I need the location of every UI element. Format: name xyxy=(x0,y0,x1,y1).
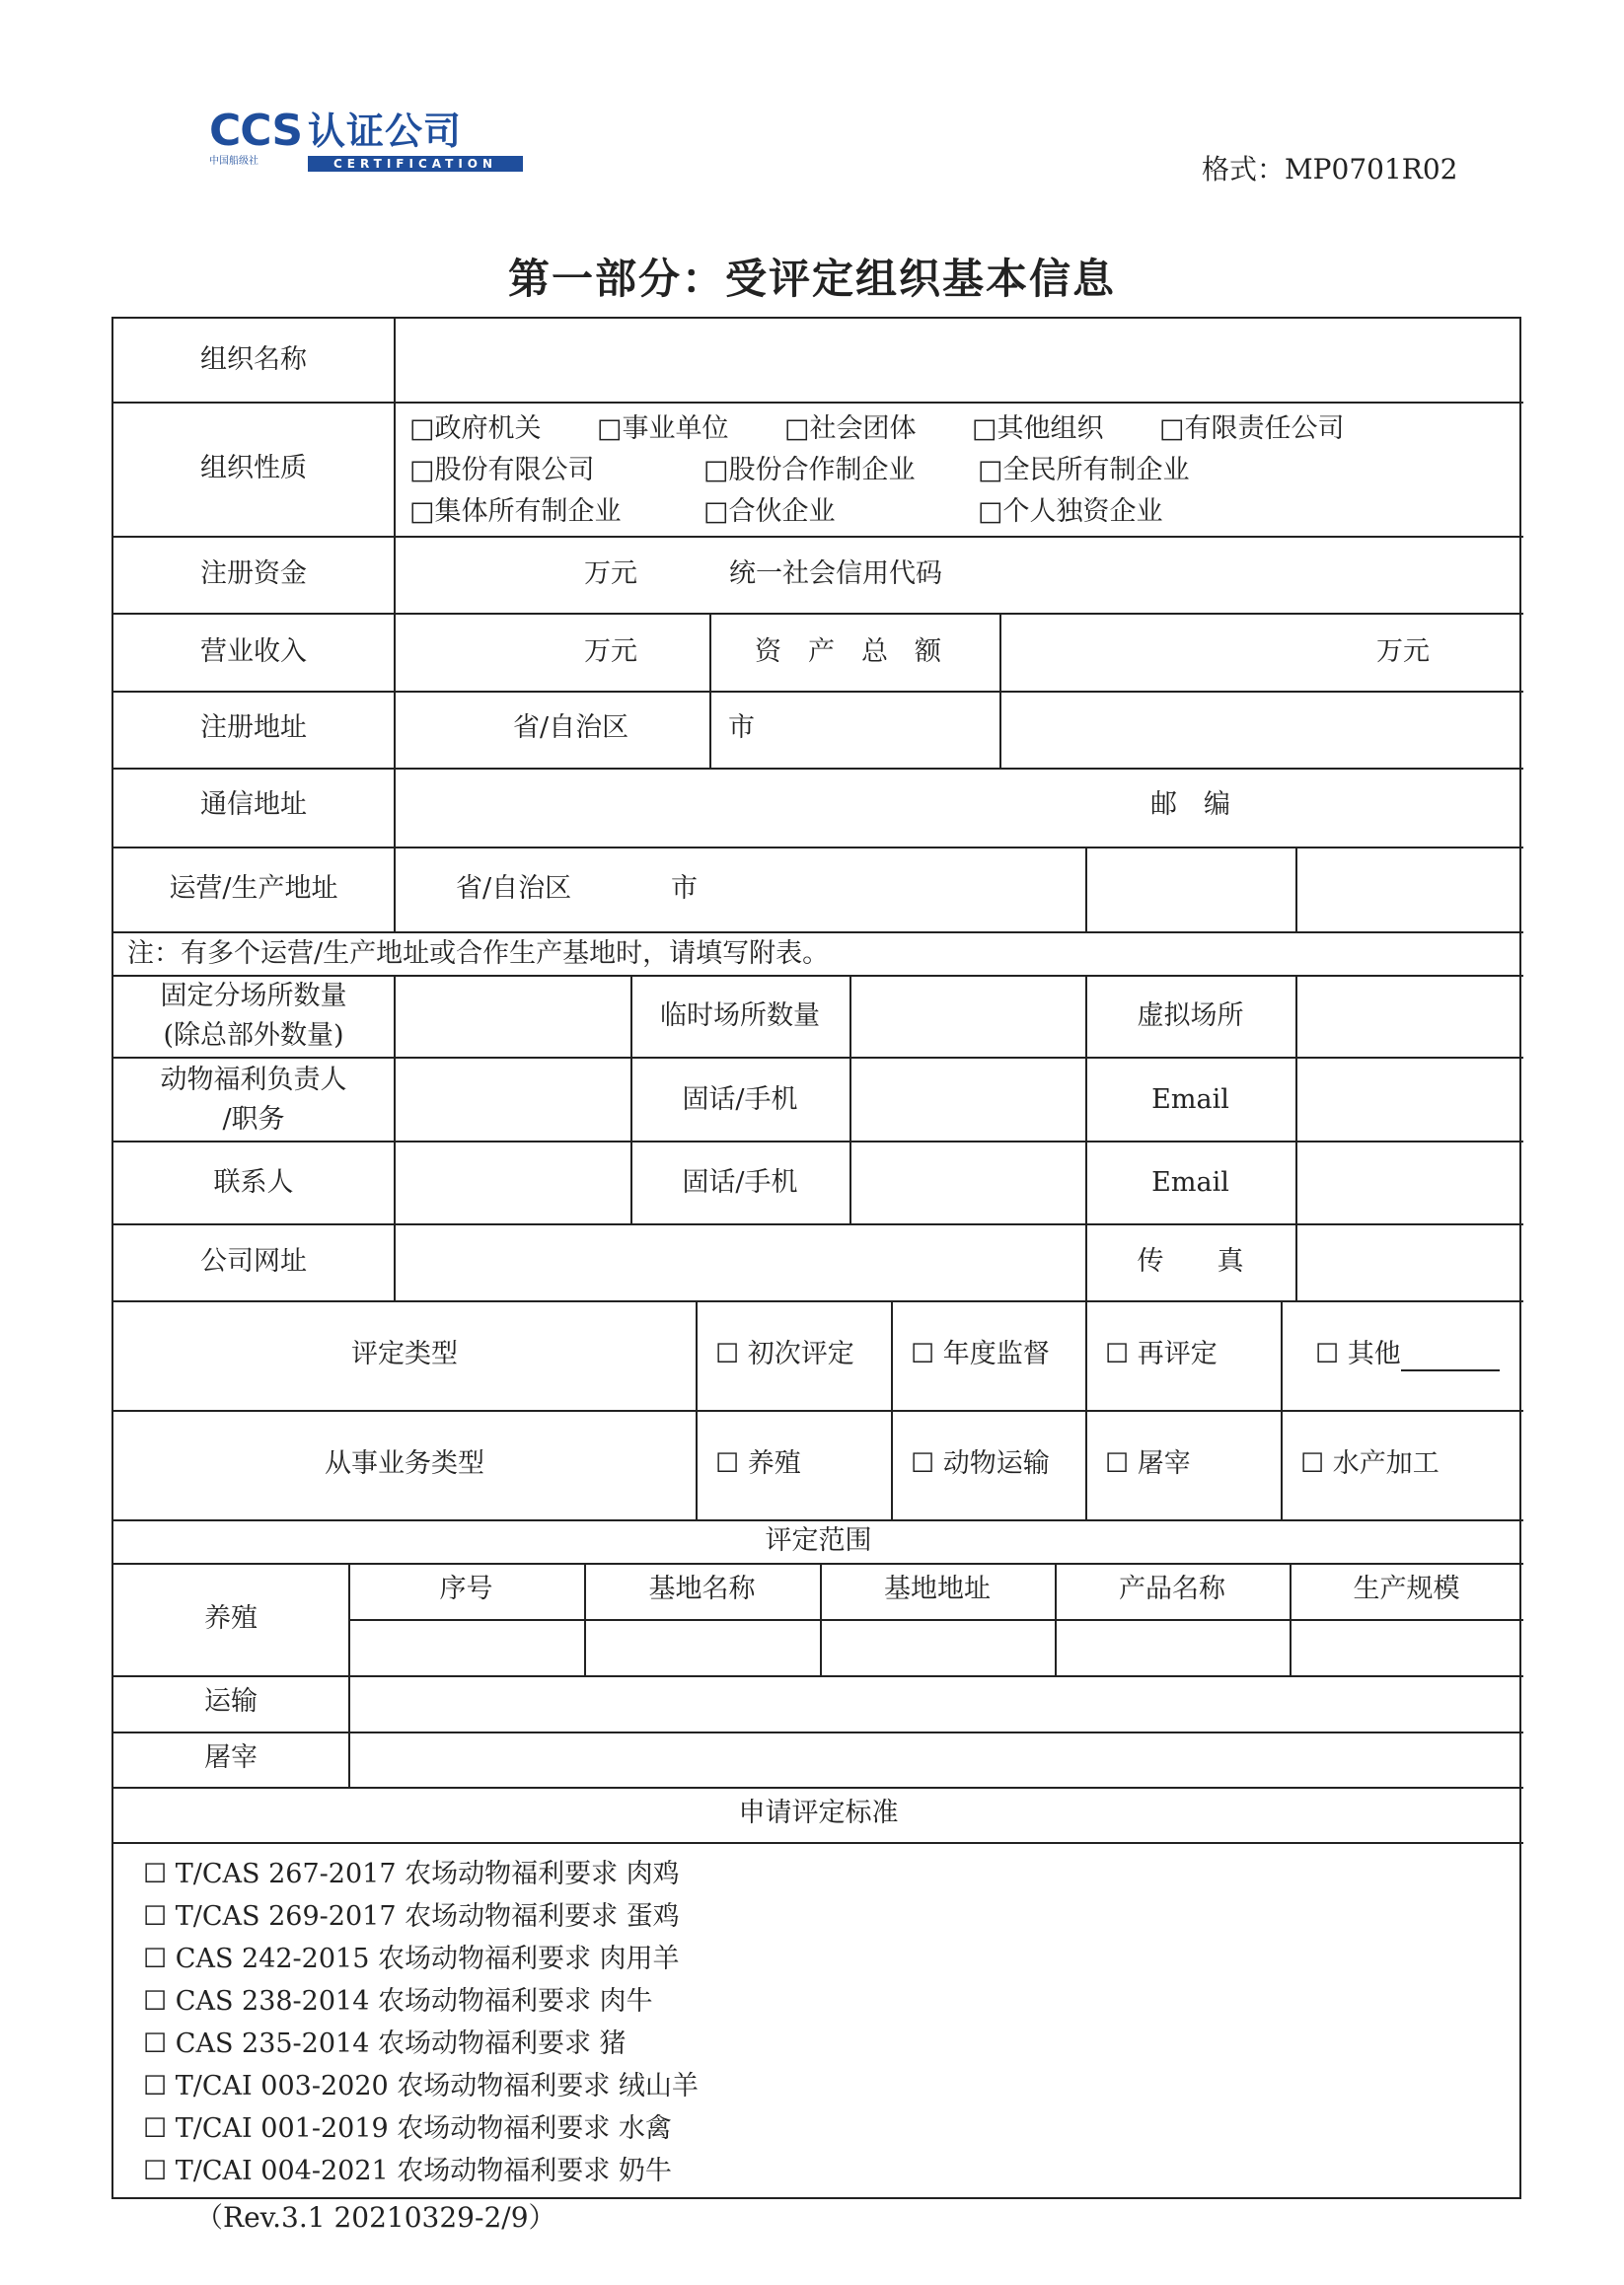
reg-capital-label: 注册资金 xyxy=(200,558,307,589)
nature-option-collective[interactable]: □集体所有制企业 xyxy=(409,496,622,527)
standard-broiler[interactable]: ☐ T/CAS 267-2017 农场动物福利要求 肉鸡 xyxy=(143,1859,680,1889)
reg-province-label: 省/自治区 xyxy=(513,712,629,743)
scope-breeding-label: 养殖 xyxy=(204,1603,258,1634)
nature-option-llc[interactable]: □有限责任公司 xyxy=(1159,413,1345,444)
logo-small: 中国船级社 xyxy=(209,156,258,167)
eval-option-initial[interactable]: ☐ 初次评定 xyxy=(715,1339,854,1369)
temp-sites-label: 临时场所数量 xyxy=(660,1000,820,1031)
scope-header-base-name: 基地名称 xyxy=(648,1574,756,1604)
revenue-label: 营业收入 xyxy=(200,636,307,667)
eval-other-blank[interactable] xyxy=(1401,1344,1500,1371)
eval-option-other[interactable] xyxy=(1315,1338,1500,1371)
scope-label: 评定范围 xyxy=(765,1525,872,1556)
reg-capital-unit: 万元 xyxy=(584,558,637,589)
org-nature-label: 组织性质 xyxy=(200,453,307,483)
standard-cashmere-goat[interactable]: ☐ T/CAI 003-2020 农场动物福利要求 绒山羊 xyxy=(143,2071,699,2101)
op-province-label: 省/自治区 xyxy=(456,873,572,904)
scope-header-product: 产品名称 xyxy=(1119,1574,1225,1604)
nature-option-gov[interactable]: □政府机关 xyxy=(409,413,542,444)
page-title: 第一部分：受评定组织基本信息 xyxy=(507,255,1116,303)
contact-label: 联系人 xyxy=(213,1167,294,1198)
eval-option-annual[interactable]: ☐ 年度监督 xyxy=(911,1339,1050,1369)
scope-header-base-address: 基地地址 xyxy=(884,1574,991,1604)
welfare-head-label-1: 动物福利负责人 xyxy=(160,1065,347,1095)
scope-transport-label: 运输 xyxy=(204,1686,258,1717)
note-text: 注：有多个运营/生产地址或合作生产基地时，请填写附表。 xyxy=(127,938,830,969)
business-option-transport[interactable]: ☐ 动物运输 xyxy=(911,1448,1050,1479)
logo-text: CCS xyxy=(209,106,303,156)
eval-option-other-label: ☐ 其他 xyxy=(1315,1339,1401,1369)
nature-option-social-group[interactable]: □社会团体 xyxy=(784,413,917,444)
business-option-aquatic[interactable]: ☐ 水产加工 xyxy=(1300,1448,1439,1479)
standard-layer[interactable]: ☐ T/CAS 269-2017 农场动物福利要求 蛋鸡 xyxy=(143,1901,680,1932)
op-address-label: 运营/生产地址 xyxy=(169,873,338,904)
standard-mutton-sheep[interactable]: ☐ CAS 242-2015 农场动物福利要求 肉用羊 xyxy=(143,1944,680,1974)
nature-option-other-org[interactable]: □其他组织 xyxy=(972,413,1104,444)
standard-waterfowl[interactable]: ☐ T/CAI 001-2019 农场动物福利要求 水禽 xyxy=(143,2113,672,2144)
contact-phone-label: 固话/手机 xyxy=(682,1167,798,1198)
scope-header-scale: 生产规模 xyxy=(1353,1574,1460,1604)
standard-beef-cattle[interactable]: ☐ CAS 238-2014 农场动物福利要求 肉牛 xyxy=(143,1986,653,2017)
info-form xyxy=(111,317,1521,2199)
business-option-slaughter[interactable]: ☐ 屠宰 xyxy=(1105,1448,1191,1479)
standards-title: 申请评定标准 xyxy=(738,1798,899,1828)
welfare-email-label: Email xyxy=(1151,1084,1229,1115)
contact-email-label: Email xyxy=(1151,1167,1229,1198)
nature-option-joint-stock[interactable]: □股份有限公司 xyxy=(409,455,595,485)
ccs-logo xyxy=(209,107,523,176)
welfare-head-label-2: /职务 xyxy=(222,1104,285,1135)
website-label: 公司网址 xyxy=(200,1246,307,1277)
eval-type-label: 评定类型 xyxy=(351,1339,458,1369)
logo-cn: 认证公司 xyxy=(308,110,463,153)
logo-sub: CERTIFICATION xyxy=(308,156,523,172)
welfare-phone-label: 固话/手机 xyxy=(682,1084,798,1115)
revenue-unit: 万元 xyxy=(584,636,637,667)
reg-city-label: 市 xyxy=(728,712,755,743)
nature-option-state-owned[interactable]: □全民所有制企业 xyxy=(978,455,1190,485)
mail-address-label: 通信地址 xyxy=(200,789,307,820)
op-city-label: 市 xyxy=(671,873,698,904)
eval-option-re-eval[interactable]: ☐ 再评定 xyxy=(1105,1339,1218,1369)
org-name-label: 组织名称 xyxy=(200,344,307,375)
total-assets-label: 资 产 总 额 xyxy=(755,636,941,667)
fixed-sites-label-1: 固定分场所数量 xyxy=(160,981,347,1011)
scope-header-index: 序号 xyxy=(439,1574,493,1604)
nature-option-public-institution[interactable]: □事业单位 xyxy=(597,413,729,444)
nature-option-partnership[interactable]: □合伙企业 xyxy=(703,496,836,527)
footer-revision: （Rev.3.1 20210329-2/9） xyxy=(195,2201,556,2234)
fax-label: 传 真 xyxy=(1137,1246,1244,1277)
total-assets-unit: 万元 xyxy=(1376,636,1430,667)
standard-dairy-cow[interactable]: ☐ T/CAI 004-2021 农场动物福利要求 奶牛 xyxy=(143,2156,672,2186)
reg-address-label: 注册地址 xyxy=(200,712,307,743)
scope-slaughter-label: 屠宰 xyxy=(204,1742,258,1773)
business-type-label: 从事业务类型 xyxy=(325,1448,484,1479)
postcode-label: 邮 编 xyxy=(1150,789,1230,820)
nature-option-stock-coop[interactable]: □股份合作制企业 xyxy=(703,455,916,485)
credit-code-label: 统一社会信用代码 xyxy=(729,558,942,589)
nature-option-sole-proprietor[interactable]: □个人独资企业 xyxy=(978,496,1163,527)
fixed-sites-label-2: (除总部外数量) xyxy=(163,1020,344,1051)
standard-pig[interactable]: ☐ CAS 235-2014 农场动物福利要求 猪 xyxy=(143,2028,627,2059)
format-code: 格式：MP0701R02 xyxy=(1202,153,1458,185)
virtual-sites-label: 虚拟场所 xyxy=(1137,1000,1244,1031)
business-option-breeding[interactable]: ☐ 养殖 xyxy=(715,1448,801,1479)
